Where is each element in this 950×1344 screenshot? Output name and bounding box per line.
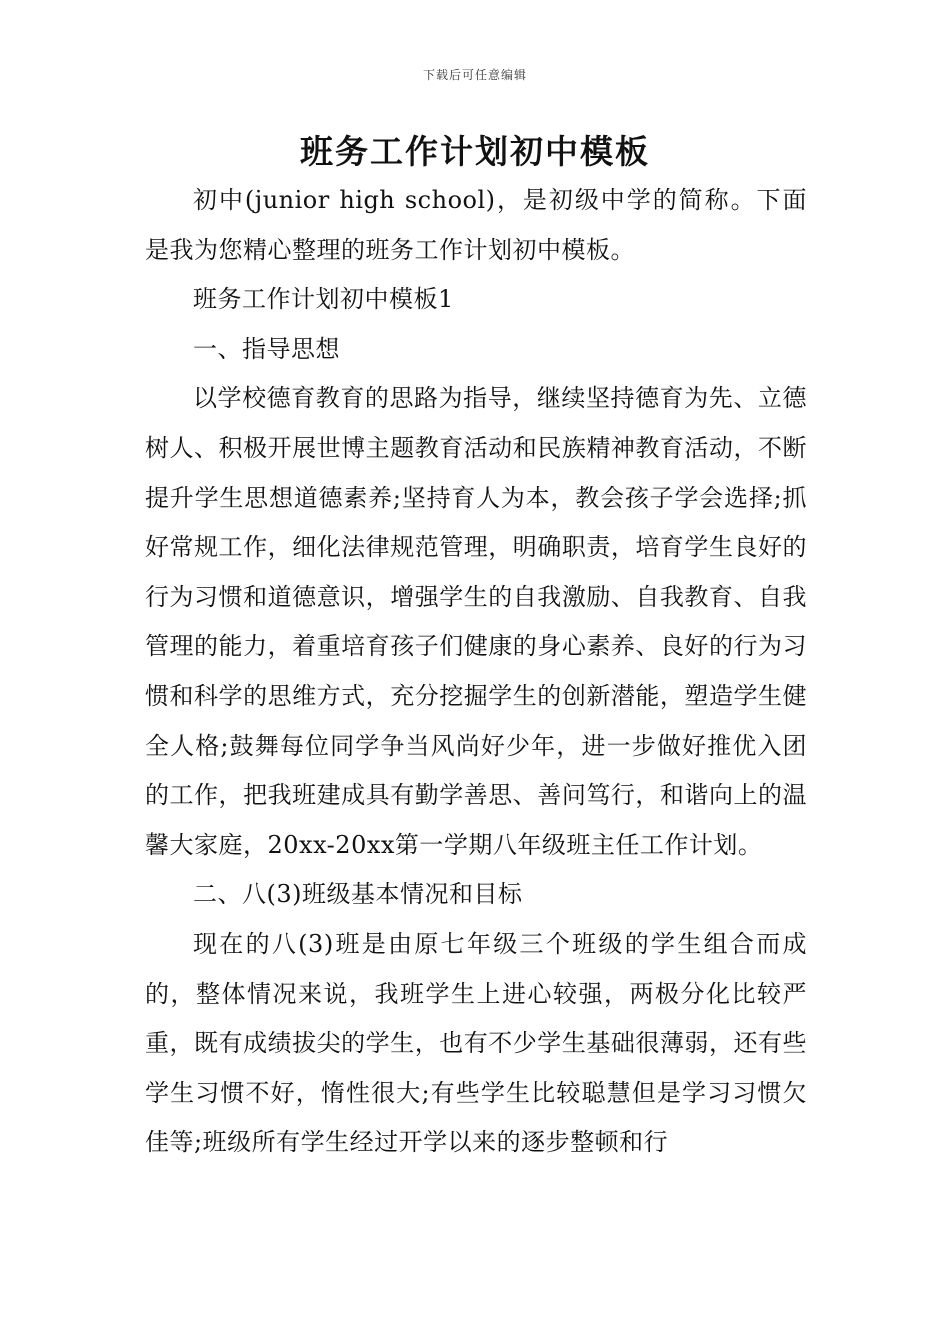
paragraph-guiding-ideas: 以学校德育教育的思路为指导，继续坚持德育为先、立德树人、积极开展世博主题教育活动和民族精神教育活动，不断提升学生思想道德素养;坚持育人为本，教会孩子学会选择;抓好常规工作，细化法律规范管理，明确职责，培育学生良好的行为习惯和道德意识，增强学生的自我激励、自我教育、自我管理的能力，着重培育孩子们健康的身心素养、良好的行为习惯和科学的思维方式，充分挖掘学生的创新潜能，塑造学生健全人格;鼓舞每位同学争当风尚好少年，进一步做好推优入团的工作，把我班建成具有勤学善思、善问笃行，和谐向上的温馨大家庭，20xx-20xx第一学期八年级班主任工作计划。: [145, 384, 807, 859]
paragraph-class-situation: 现在的八(3)班是由原七年级三个班级的学生组合而成的，整体情况来说，我班学生上进心较强，两极分化比较严重，既有成绩拔尖的学生，也有不少学生基础很薄弱，还有些学生习惯不好，惰性很大;有些学生比较聪慧但是学习习惯欠佳等;班级所有学生经过开学以来的逐步整顿和行: [145, 929, 807, 1157]
paragraph-subheading-2: 二、八(3)班级基本情况和目标: [193, 880, 523, 909]
document-title: 班务工作计划初中模板: [300, 132, 650, 171]
paragraph-subheading-1: 一、指导思想: [193, 334, 340, 363]
paragraph-section-heading: 班务工作计划初中模板1: [193, 285, 454, 314]
document-body: [145, 176, 807, 1168]
header-note: 下载后可任意编辑: [422, 68, 527, 82]
paragraph-intro: 初中(junior high school)，是初级中学的简称。下面是我为您精心整理的班务工作计划初中模板。: [145, 186, 807, 264]
